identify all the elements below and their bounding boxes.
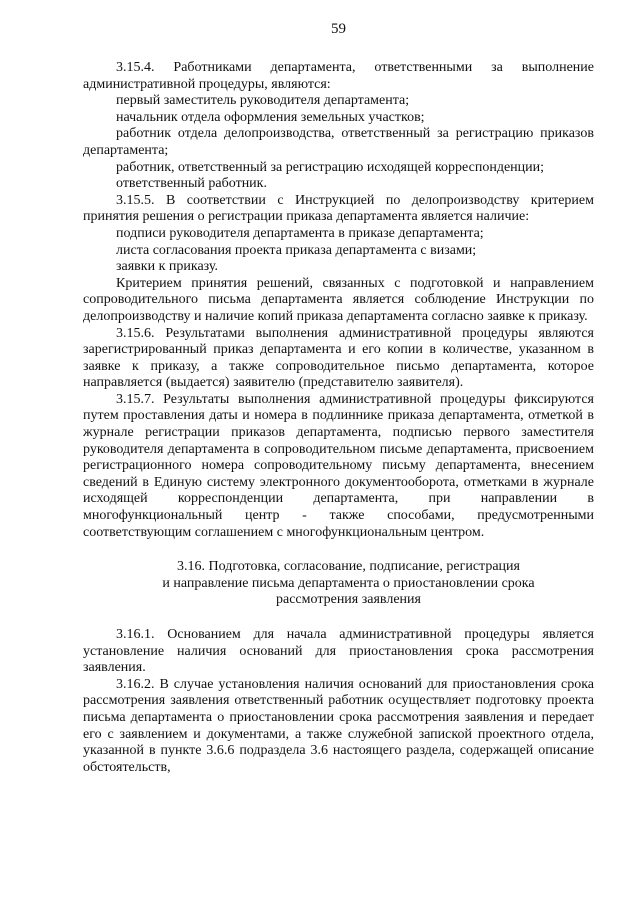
- list-item: работник, ответственный за регистрацию исходящей корреспонденции;: [116, 159, 545, 175]
- section-heading-3-16: [83, 559, 594, 609]
- document-body: [83, 60, 594, 776]
- list-item: начальник отдела оформления земельных участков;: [116, 109, 425, 125]
- paragraph-3-15-4: 3.15.4. Работниками департамента, ответственными за выполнение административной процедуры, являются:: [83, 60, 594, 92]
- paragraph-3-15-7: 3.15.7. Результаты выполнения административной процедуры фиксируются путем проставления даты и номера в подлиннике приказа департамента, отметкой в журнале регистрации приказов департамента, подписью первого заместителя руководителя департамента в сопроводительном письме департамента, присвоением регистрационного номера сопроводительному письму департамента, внесением сведений в Единую систему электронного документооборота, отметками в журнале исходящей корреспонденции департамента, при направлении в многофункциональный центр - также способами, предусмотренными соответствующим соглашением с многофункциональным центром.: [83, 391, 594, 540]
- heading-line: и направление письма департамента о приостановлении срока: [162, 575, 535, 591]
- heading-line: рассмотрения заявления: [276, 592, 421, 608]
- paragraph-3-15-5: 3.15.5. В соответствии с Инструкцией по делопроизводству критерием принятия решения о регистрации приказа департамента является наличие:: [83, 192, 594, 225]
- list-item: работник отдела делопроизводства, ответственный за регистрацию приказов департамента;: [83, 126, 594, 158]
- paragraph-group-a: [83, 60, 594, 541]
- list-item: первый заместитель руководителя департамента;: [116, 93, 410, 109]
- list-item: подписи руководителя департамента в приказе департамента;: [116, 225, 484, 241]
- paragraph-criteria: Критерием принятия решений, связанных с подготовкой и направлением сопроводительного письма департамента является соблюдение Инструкции по делопроизводству и наличие копий приказа департамента согласно заявке к приказу.: [83, 275, 594, 324]
- list-item: ответственный работник.: [116, 176, 267, 192]
- list-item: листа согласования проекта приказа департамента с визами;: [116, 242, 477, 258]
- paragraph-3-16-2: 3.16.2. В случае установления наличия оснований для приостановления срока рассмотрения заявления ответственный работник осуществляет подготовку проекта письма департамента о приостановлении срока рассмотрения заявления и передает его с заявлением и документами, а также служебной запиской проектного отдела, указанной в пункте 3.6.6 подраздела 3.6 настоящего раздела, содержащей описание обстоятельств,: [83, 676, 594, 775]
- page-number: 59: [331, 21, 346, 37]
- paragraph-3-16-1: 3.16.1. Основанием для начала административной процедуры является установление наличия оснований для приостановления срока рассмотрения заявления.: [83, 627, 594, 676]
- heading-line: 3.16. Подготовка, согласование, подписание, регистрация: [177, 559, 520, 575]
- list-item: заявки к приказу.: [116, 259, 219, 275]
- paragraph-group-b: [83, 627, 594, 776]
- paragraph-3-15-6: 3.15.6. Результатами выполнения административной процедуры являются зарегистрированный приказ департамента и его копии в количестве, указанном в заявке к приказу, а также сопроводительное письмо департамента, которое направляется (выдается) заявителю (представителю заявителя).: [83, 325, 594, 391]
